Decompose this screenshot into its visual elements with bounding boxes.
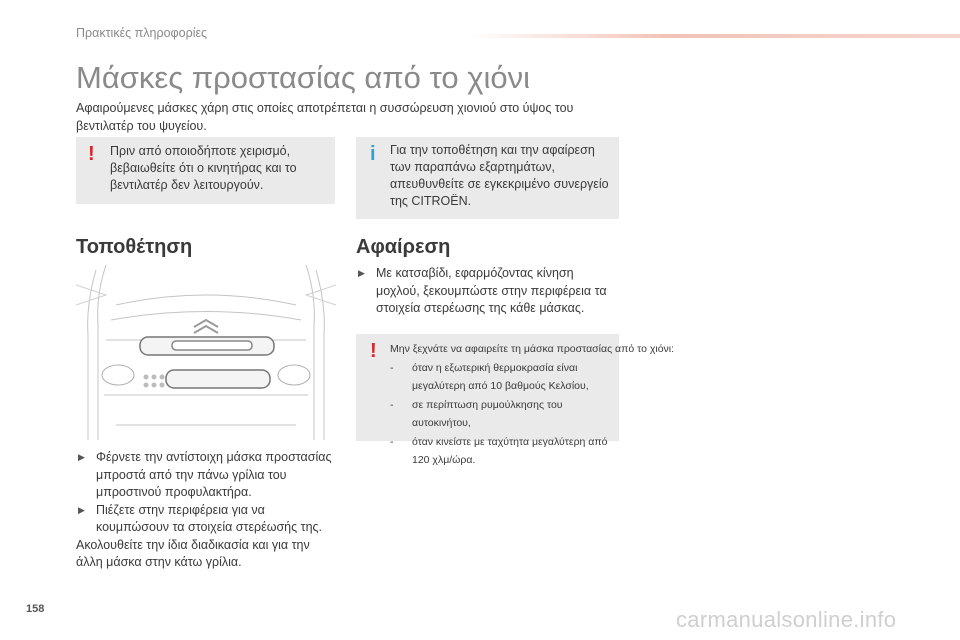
note-item [390,433,615,470]
page-number: 158 [26,603,45,615]
lower-grille-pattern [144,375,165,388]
info-line: απευθυνθείτε σε εγκεκριμένο συνεργείο [390,177,609,191]
bullet-line: μπροστινού προφυλακτήρα. [96,485,252,499]
info-text [390,142,609,210]
bullet-item [76,449,346,502]
citroen-chevrons [194,320,218,333]
page-title: Μάσκες προστασίας από το χιόνι [76,60,530,95]
intro-paragraph: Αφαιρούμενες μάσκες χάρη στις οποίες αποτρέπεται η συσσώρευση χιονιού στο ύψος του βεντιλατέρ του ψυγείου. [76,101,574,133]
info-line: της CITROËN. [390,194,472,208]
car-front-illustration [76,265,336,445]
lower-grille-mask [166,370,270,388]
info-line: των παραπάνω εξαρτημάτων, [390,160,555,174]
bullet-marker-icon: ▶ [358,268,365,278]
bullet-line: Με κατσαβίδι, εφαρμόζοντας κίνηση [376,266,574,280]
upper-grille-mask [140,337,274,355]
note-line: 120 χλμ/ώρα. [412,454,476,466]
warning-box [76,137,335,204]
bullet-line: στοιχεία στερέωσης της κάθε μάσκας. [376,301,585,315]
warning-text [110,143,297,194]
note-intro: Μην ξεχνάτε να αφαιρείτε τη μάσκα προστασίας από το χιόνι: [390,343,675,355]
installation-heading: Τοποθέτηση [76,236,193,258]
dash-marker: - [390,398,394,411]
bullet-item [76,502,346,537]
bullet-marker-icon: ▶ [78,452,85,462]
info-box [356,137,619,219]
installation-after [76,537,346,572]
section-title: Πρακτικές πληροφορίες [76,26,208,40]
watermark: carmanualsonline.info [676,607,897,632]
bullet-line: μοχλού, ξεκουμπώστε στην περιφέρεια τα [376,283,607,298]
paragraph-line: άλλη μάσκα στην κάτω γρίλια. [76,555,242,569]
note-text [390,340,675,470]
exclamation-icon: ! [370,340,377,362]
bullet-line: μπροστά από την πάνω γρίλια του [96,467,287,482]
removal-steps [356,265,626,318]
removal-heading: Αφαίρεση [356,236,451,258]
note-box [356,334,675,466]
bullet-line: Πιέζετε στην περιφέρεια για να [96,502,265,517]
installation-steps [76,449,346,572]
header-rule [470,34,960,38]
note-line: σε περίπτωση ρυμούλκησης του αυτοκινήτου, [412,398,563,429]
exclamation-icon: ! [88,143,95,165]
bullet-item [356,265,626,318]
info-line: Για την τοποθέτηση και την αφαίρεση [390,143,595,157]
note-item [390,359,615,396]
note-line: όταν η εξωτερική θερμοκρασία είναι [412,361,578,374]
dash-marker: - [390,435,394,448]
warning-line: βεβαιωθείτε ότι ο κινητήρας και το [110,161,297,175]
dash-marker: - [390,361,394,374]
paragraph-line: Ακολουθείτε την ίδια διαδικασία και για την [76,537,310,552]
bullet-marker-icon: ▶ [78,504,85,515]
warning-line: βεντιλατέρ δεν λειτουργούν. [110,178,264,192]
bullet-line: Φέρνετε την αντίστοιχη μάσκα προστασίας [96,450,332,464]
bullet-line: κουμπώσουν τα στοιχεία στερέωσής της. [96,520,323,534]
warning-line: Πριν από οποιοδήποτε χειρισμό, [110,144,291,158]
note-item [390,396,615,433]
info-icon: i [370,143,376,165]
note-line: μεγαλύτερη από 10 βαθμούς Κελσίου, [412,380,589,392]
note-line: όταν κινείστε με ταχύτητα μεγαλύτερη από [412,435,608,448]
